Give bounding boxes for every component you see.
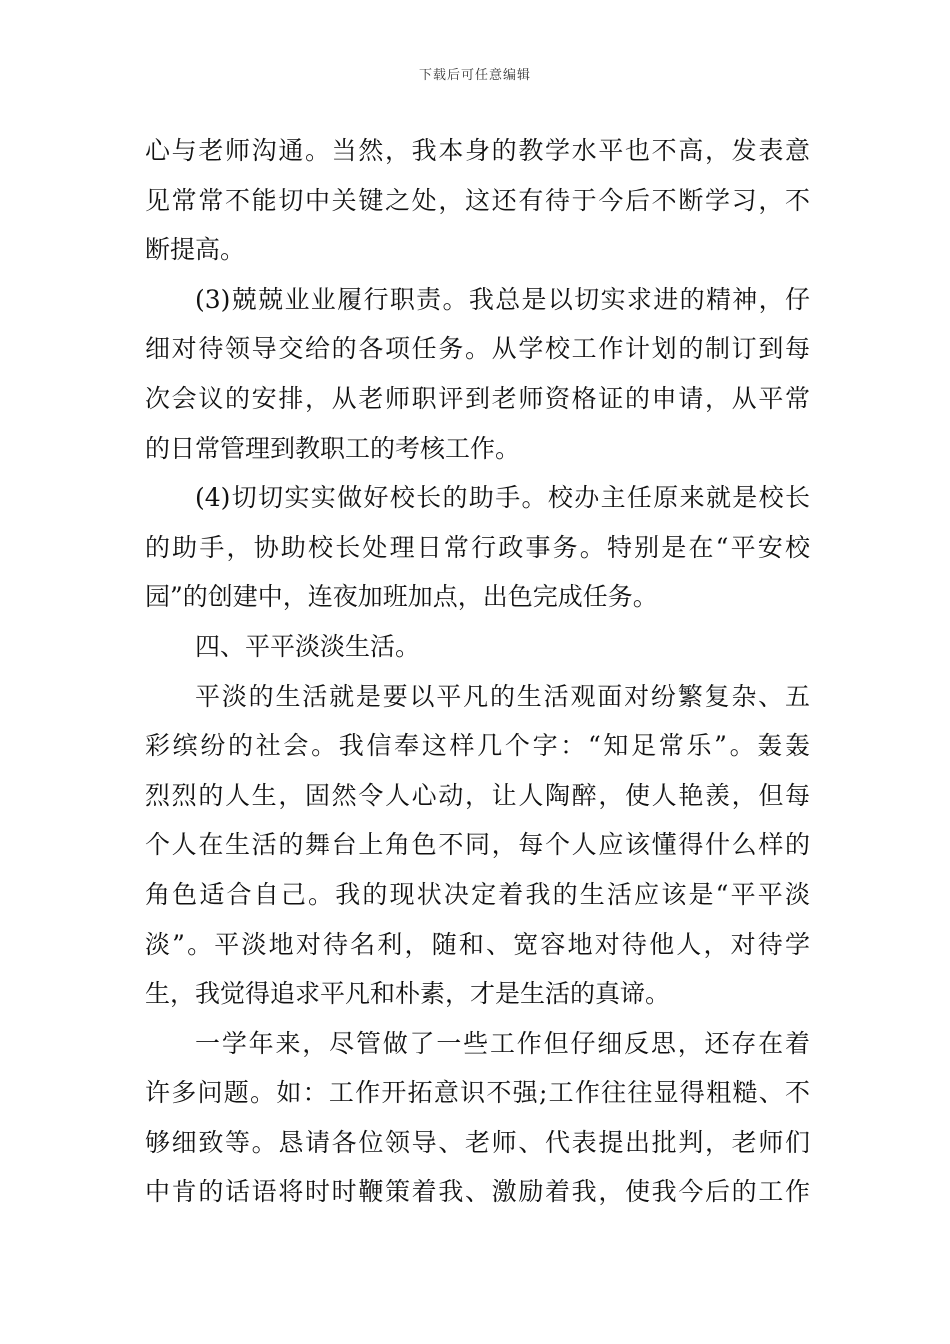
text-line: 角色适合自己。我的现状决定着我的生活应该是“平平淡	[145, 879, 810, 909]
text-line: 断提高。	[145, 235, 246, 265]
text-line: (4)切切实实做好校长的助手。校办主任原来就是校长	[195, 483, 810, 513]
text-line: 个人在生活的舞台上角色不同，每个人应该懂得什么样的	[145, 830, 810, 860]
text-line: 的助手，协助校长处理日常行政事务。特别是在“平安校	[145, 532, 810, 562]
text-line: 中肯的话语将时时鞭策着我、激励着我，使我今后的工作	[145, 1177, 810, 1207]
text-line: 烈烈的人生，固然令人心动，让人陶醉，使人艳羡，但每	[145, 780, 810, 810]
document-body	[145, 126, 810, 1217]
text-line: 淡”。平淡地对待名利，随和、宽容地对待他人，对待学	[145, 929, 810, 959]
text-line: (3)兢兢业业履行职责。我总是以切实求进的精神，仔	[195, 284, 810, 314]
text-line: 够细致等。恳请各位领导、老师、代表提出批判，老师们	[145, 1127, 810, 1157]
text-line: 次会议的安排，从老师职评到老师资格证的申请，从平常	[145, 383, 810, 413]
text-line: 一学年来，尽管做了一些工作但仔细反思，还存在着	[195, 1028, 810, 1058]
text-line: 生，我觉得追求平凡和朴素，才是生活的真谛。	[145, 979, 671, 1009]
text-line: 许多问题。如：工作开拓意识不强;工作往往显得粗糙、不	[145, 1078, 810, 1108]
text-line: 的日常管理到教职工的考核工作。	[145, 433, 521, 463]
text-line: 细对待领导交给的各项任务。从学校工作计划的制订到每	[145, 334, 810, 364]
text-line: 彩缤纷的社会。我信奉这样几个字：“知足常乐”。轰轰	[145, 731, 810, 761]
text-line: 平淡的生活就是要以平凡的生活观面对纷繁复杂、五	[195, 681, 810, 711]
text-line: 见常常不能切中关键之处，这还有待于今后不断学习，不	[145, 185, 810, 215]
page-header: 下载后可任意编辑	[418, 68, 531, 83]
section-heading: 四、平平淡淡生活。	[195, 631, 421, 661]
text-line: 园”的创建中，连夜加班加点，出色完成任务。	[145, 582, 658, 612]
text-line: 心与老师沟通。当然，我本身的教学水平也不高，发表意	[145, 136, 810, 165]
